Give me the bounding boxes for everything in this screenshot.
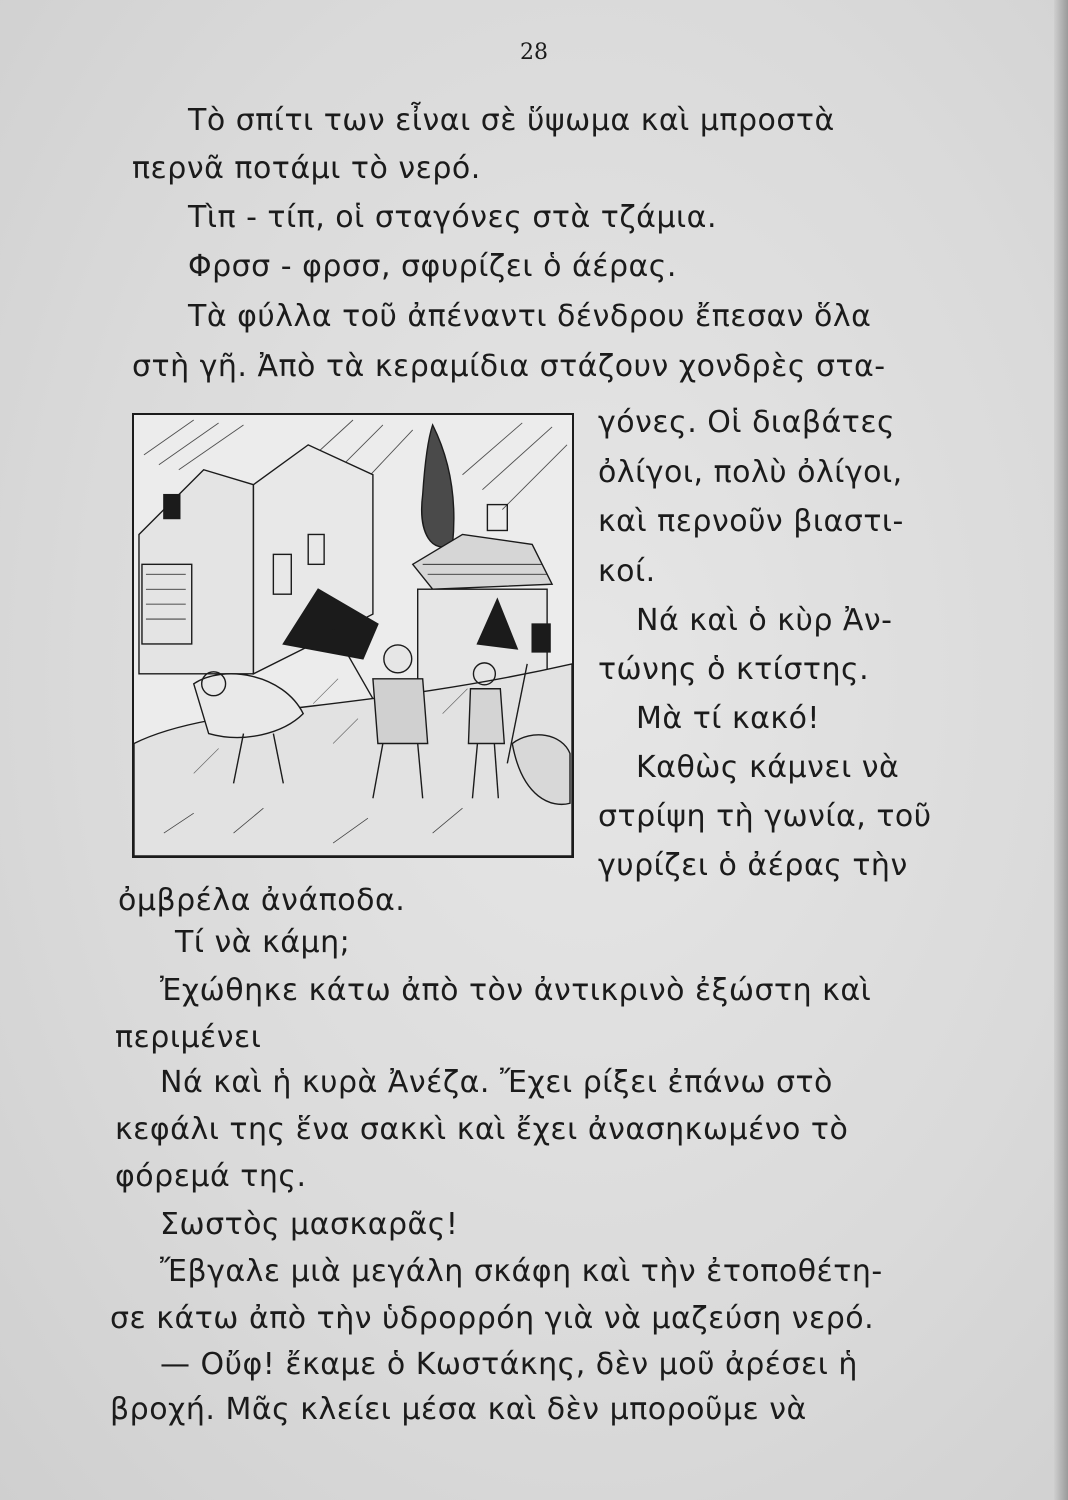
text-line-28: βροχή. Μᾶς κλείει μέσα καὶ δὲν μπορoῦμε νὰ <box>110 1392 807 1427</box>
text-line-16: γυρίζει ὁ ἀέρας τὴν <box>598 848 908 883</box>
text-line-20: περιμένει <box>115 1020 262 1055</box>
text-line-19: Ἐχώθηκε κάτω ἀπὸ τὸν ἀντικρινὸ ἐξώστη καὶ <box>160 973 872 1008</box>
text-line-7: γόνες. Οἱ διαβάτες <box>598 405 896 440</box>
text-line-13: Μὰ τί κακό! <box>636 701 820 736</box>
text-line-4: Φρσσ - φρσσ, σφυρίζει ὁ άέρας. <box>188 249 677 284</box>
text-line-10: κοί. <box>598 554 656 589</box>
rainy-street-illustration <box>132 413 574 858</box>
page-number: 28 <box>520 40 548 65</box>
text-line-21: Νά καὶ ἡ κυρὰ Ἀνέζα. Ἔχει ρίξει ἐπάνω στὸ <box>160 1065 833 1100</box>
text-line-6: στὴ γῆ. Ἀπὸ τὰ κεραμίδια στάζουν χονδρὲς στα- <box>132 349 886 384</box>
text-line-12: τώνης ὁ κτίστης. <box>598 652 870 687</box>
text-line-2: περνᾶ ποτάμι τὸ νερό. <box>132 151 481 186</box>
text-line-15: στρίψη τὴ γωνία, τοῦ <box>598 799 932 834</box>
text-line-9: καὶ περνοῦν βιαστι- <box>598 504 904 539</box>
page-edge <box>1054 0 1068 1500</box>
text-line-18: Τί νὰ κάμη; <box>175 925 351 960</box>
text-line-23: φόρεμά της. <box>115 1159 307 1194</box>
text-line-14: Καθὼς κάμνει νὰ <box>636 750 900 785</box>
text-line-8: ὀλίγοι, πολὺ ὀλίγοι, <box>598 455 903 490</box>
illustration-drawing <box>134 415 572 856</box>
text-line-11: Νά καὶ ὁ κὺρ Ἀν- <box>636 603 893 638</box>
text-line-25: Ἔβγαλε μιὰ μεγάλη σκάφη καὶ τὴν ἐτοποθέτη- <box>160 1254 883 1289</box>
text-line-22: κεφάλι της ἕνα σακκὶ καὶ ἔχει ἀνασηκωμένο τὸ <box>115 1112 849 1147</box>
text-line-17: ὀμβρέλα ἀνάποδα. <box>118 883 406 918</box>
text-line-24: Σωστὸς μασκαρᾶς! <box>160 1207 459 1242</box>
text-line-27: — Οὔφ! ἔκαμε ὁ Κωστάκης, δὲν μοῦ ἀρέσει ἡ <box>160 1347 858 1382</box>
text-line-5: Τὰ φύλλα τοῦ ἀπέναντι δένδρου ἔπεσαν ὅλα <box>188 299 872 334</box>
text-line-26: σε κάτω ἀπὸ τὴν ὑδρορρόη γιὰ νὰ μαζεύση νερό. <box>110 1301 875 1336</box>
text-line-3: Τὶπ - τίπ, οἱ σταγόνες στὰ τζάμια. <box>188 200 717 235</box>
text-line-1: Τὸ σπίτι των εἶναι σὲ ὕψωμα καὶ μπροστὰ <box>188 103 835 138</box>
